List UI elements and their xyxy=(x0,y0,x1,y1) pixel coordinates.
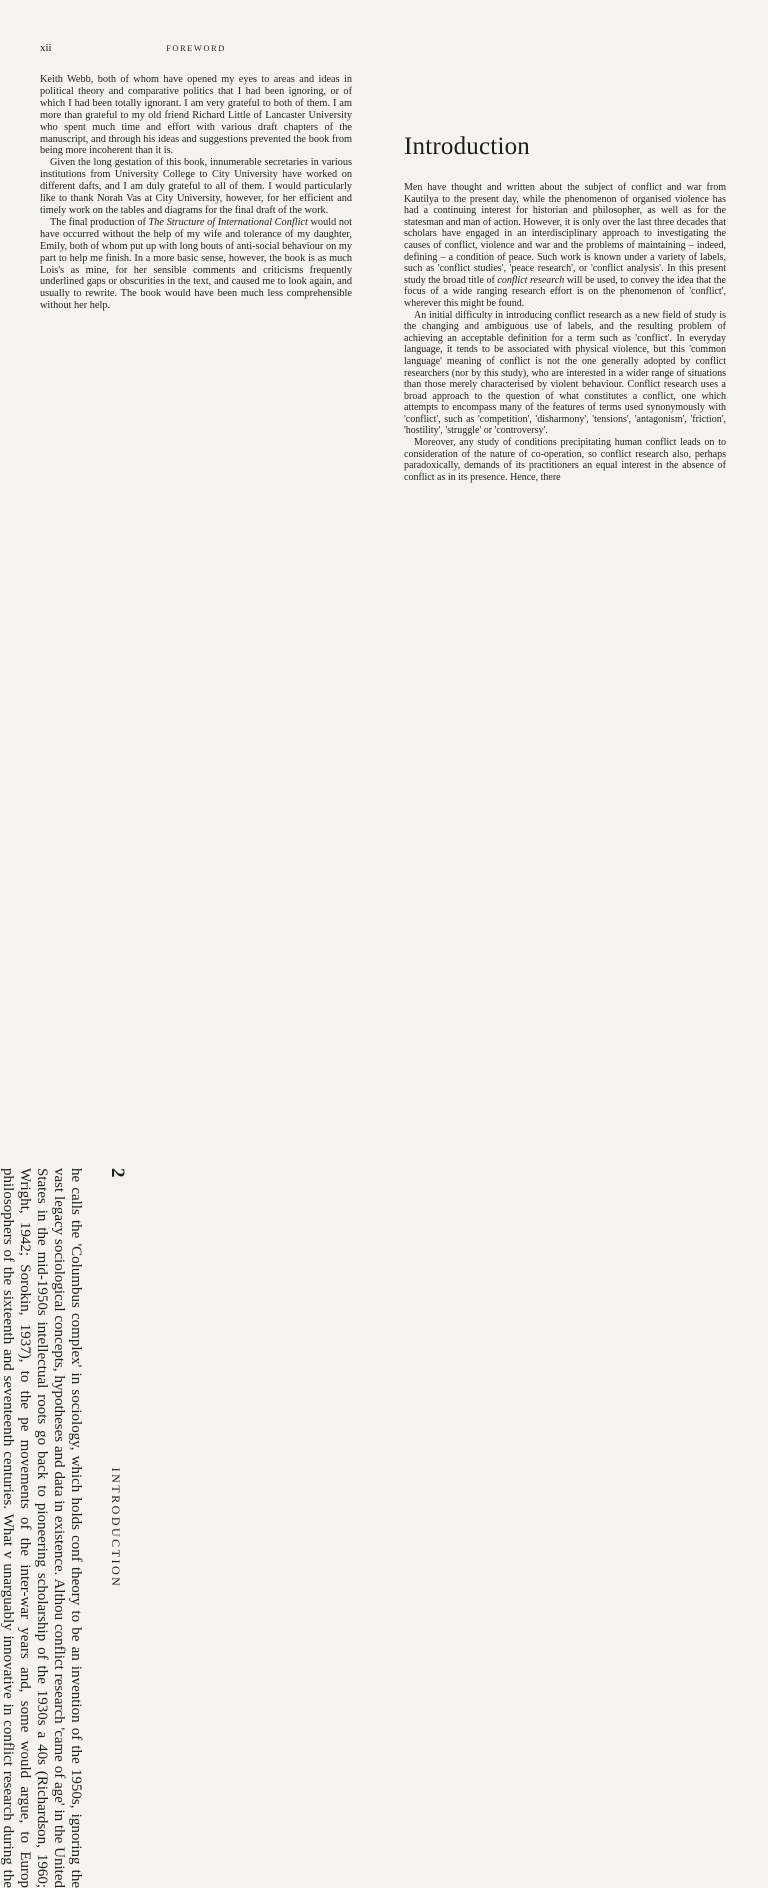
rotated-body xyxy=(0,1168,84,1888)
foreword-body xyxy=(40,74,352,312)
foreword-page xyxy=(40,42,352,312)
foreword-paragraph: Given the long gestation of this book, innumerable secretaries in various institutions from University College to City University have worked on different dafts, and I am duly grateful to all of them. I would particularly like to thank Norah Vas at City University, however, for her efficient and timely work on the tables and diagrams for the final draft of the work. xyxy=(40,157,352,216)
text-run: Men have thought and written about the subject of conflict and war from Kautilya to the present day, while the phenomenon of organised violence has had a continuing interest for historian and philosopher, as well as for the statesman and man of action. However, it is only over the last three decades that scholars have engaged in an interdisciplinary approach to investigating the causes of conflict, violence and war and the problems of maintaining – indeed, defining – a condition of peace. Such work is known under a variety of labels, such as 'conflict studies', 'peace research', or 'conflict analysis'. In this present study the broad title of xyxy=(404,182,726,286)
text-run: will be used, to convey the idea that the focus of a wide ranging research effort is on the phenomenon of 'conflict', wherever this might be found. xyxy=(404,274,726,309)
introduction-paragraph: An initial difficulty in introducing conflict research as a new field of study is the changing and ambiguous use of labels, and the resulting problem of achieving an acceptable definition for a term such as 'conflict'. In everyday language, it tends to be associated with physical violence, but this 'common language' meaning of conflict is not the one generally adopted by conflict researchers (nor by this study), who are interested in a wider range of situations than those merely characterised by violent behaviour. Conflict research uses a broad approach to the question of what constitutes a conflict, one which attempts to encompass many of the features of terms used synonymously with 'conflict', such as 'competition', 'disharmony', 'tensions', 'antagonism', 'friction', 'hostility', 'struggle' or 'controversy'. xyxy=(404,309,726,437)
introduction-paragraph xyxy=(404,182,726,310)
page-number: xii xyxy=(40,42,52,54)
introduction-page xyxy=(404,132,726,483)
rotated-page xyxy=(0,1168,128,1888)
text-run: The final production of xyxy=(50,216,149,228)
page-number: 2 xyxy=(107,1168,128,1178)
text-run: would not have occurred without the help of my wife and tolerance of my daughter, Emily, both of whom put up with long bouts of anti-social behaviour on my part to help me finish. In a more basic sense, however, the book is as much Lois's as mine, for her sensible comments and criticisms frequently underlined gaps or obscurities in the text, and caused me to look again, and usually to rewrite. The book would have been much less comprehensible without her help. xyxy=(40,216,352,312)
chapter-title: Introduction xyxy=(404,133,530,160)
top-spread xyxy=(0,0,768,560)
introduction-paragraph: Moreover, any study of conditions precipitating human conflict leads on to consideration of the nature of co-operation, so conflict research also, perhaps paradoxically, demands of its practitioners an equal interest in the absence of conflict as in its presence. Hence, there xyxy=(404,437,726,483)
italic-term: conflict research xyxy=(497,274,565,286)
introduction-body xyxy=(404,182,726,483)
rotated-page-scan xyxy=(0,560,768,1888)
foreword-paragraph xyxy=(40,217,352,312)
book-title: The Structure of International Conflict xyxy=(148,216,308,228)
running-head-title: INTRODUCTION xyxy=(109,1467,123,1589)
running-head-title: FOREWORD xyxy=(166,43,226,53)
running-head xyxy=(40,42,352,58)
body-paragraph: he calls the 'Columbus complex' in sociology, which holds conf theory to be an invention of the 1950s, ignoring the vast legacy sociological concepts, hypotheses and data in existence. Althou conflict research 'came of age' in the United States in the mid-1950s intellectual roots go back to pioneering scholarship of the 1930s a 40s (Richardson, 1960; Wright, 1942; Sorokin, 1937), to the pe movements of the inter-war years and, some would argue, to Europ philosophers of the sixteenth and seventeenth centuries. What v unarguably innovative in conflict research during the xyxy=(0,1168,84,1888)
running-head xyxy=(104,1168,128,1888)
foreword-paragraph: Keith Webb, both of whom have opened my eyes to areas and ideas in political theory and comparative politics that I had been ignoring, or of which I had been totally ignorant. I am very grateful to both of them. I am more than grateful to my old friend Richard Little of Lancaster University who spent much time and effort with various draft chapters of the manuscript, and through his ideas and suggestions prevented the book from being more incoherent than it is. xyxy=(40,74,352,157)
